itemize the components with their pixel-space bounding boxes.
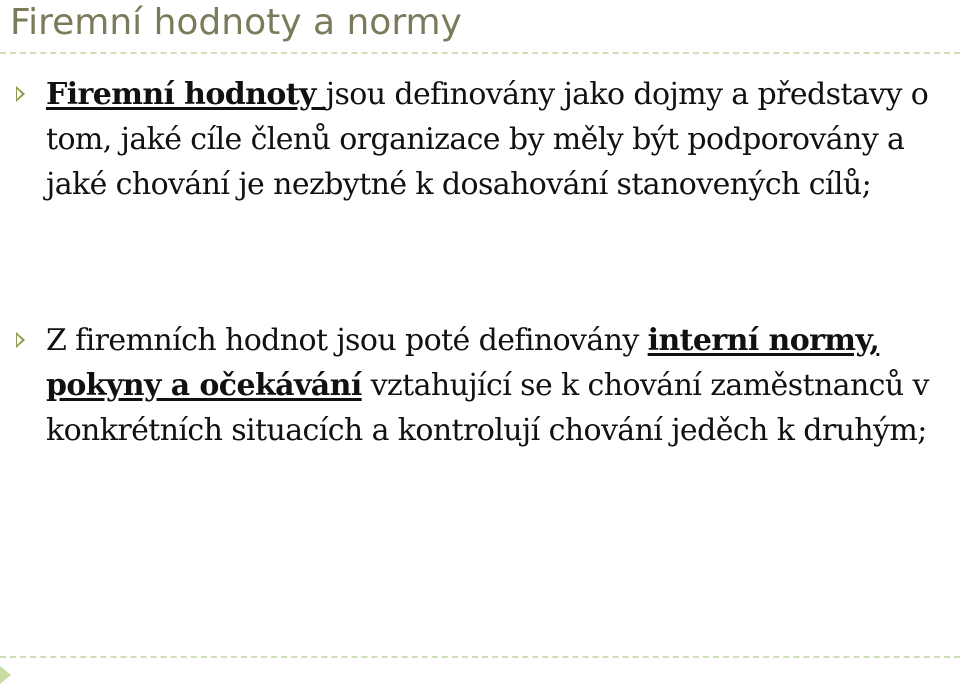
triangle-bullet-icon: [16, 332, 25, 348]
bullet-item-norms: [46, 318, 946, 453]
bullet-text: jsou definovány jako dojmy a představy o tom, jaké cíle členů organizace by měly být podporovány a jaké chování je nezbytné k dosahování stanovených cílů;: [46, 77, 929, 202]
bullet-bold-term: Firemní hodnoty: [46, 77, 326, 112]
slide-title: Firemní hodnoty a normy: [10, 2, 462, 43]
top-divider: [0, 52, 960, 54]
bullet-text-before: Z firemních hodnot jsou poté definovány: [46, 323, 648, 358]
bullet-item-values: [46, 72, 946, 207]
triangle-bullet-icon: [16, 86, 25, 102]
triangle-arrow-icon: [0, 666, 11, 684]
bottom-divider: [0, 656, 960, 658]
bullet-text-after: vztahující se k chování zaměstnanců v konkrétních situacích a kontrolují chování jeděch k druhým;: [46, 368, 929, 448]
bullet-bold-term: interní normy, pokyny a očekávání: [46, 323, 880, 403]
